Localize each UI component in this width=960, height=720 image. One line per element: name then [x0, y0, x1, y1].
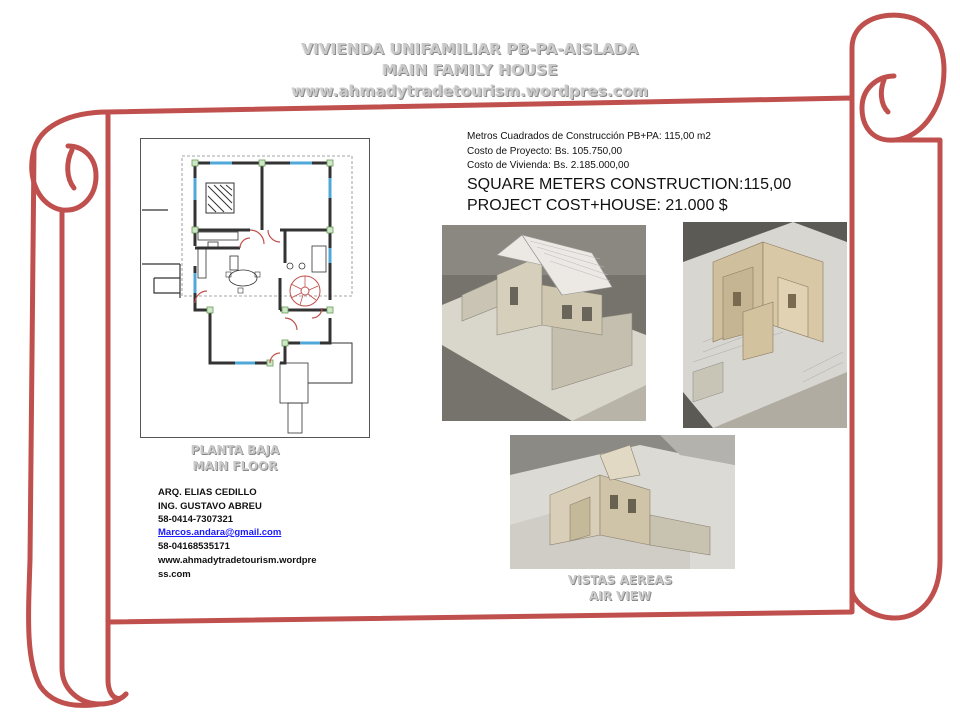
phone-2: 58-04168535171: [158, 541, 230, 552]
cost-english: PROJECT COST+HOUSE: 21.000 $: [467, 197, 728, 214]
floor-plan-caption-en: MAIN FLOOR: [192, 459, 278, 473]
area-spanish: Metros Cuadrados de Construcción PB+PA: 115,00 m2: [467, 131, 711, 142]
aerial-caption-es: VISTAS AEREAS: [567, 573, 673, 587]
model-photo-roof: [442, 225, 646, 421]
aerial-caption-en: AIR VIEW: [588, 589, 652, 603]
title-spanish: VIVIENDA UNIFAMILIAR PB-PA-AISLADA: [301, 40, 639, 58]
title-website: www.ahmadytradetourism.wordpres.com: [291, 82, 649, 100]
model-photo-aerial: [510, 435, 735, 569]
website-line-2: ss.com: [158, 569, 191, 580]
architect-name: ARQ. ELIAS CEDILLO: [158, 487, 257, 498]
model-photo-interior: [683, 222, 847, 428]
title-english: MAIN FAMILY HOUSE: [382, 61, 558, 79]
email-link[interactable]: Marcos.andara@gmail.com: [158, 527, 282, 538]
area-english: SQUARE METERS CONSTRUCTION:115,00: [467, 176, 792, 193]
phone-1: 58-0414-7307321: [158, 514, 234, 525]
floor-plan-drawing: [140, 138, 370, 438]
engineer-name: ING. GUSTAVO ABREU: [158, 501, 262, 512]
project-cost-spanish: Costo de Proyecto: Bs. 105.750,00: [467, 146, 623, 157]
website-line-1: www.ahmadytradetourism.wordpre: [158, 555, 317, 566]
house-cost-spanish: Costo de Vivienda: Bs. 2.185.000,00: [467, 160, 630, 171]
floor-plan-caption-es: PLANTA BAJA: [190, 443, 280, 457]
